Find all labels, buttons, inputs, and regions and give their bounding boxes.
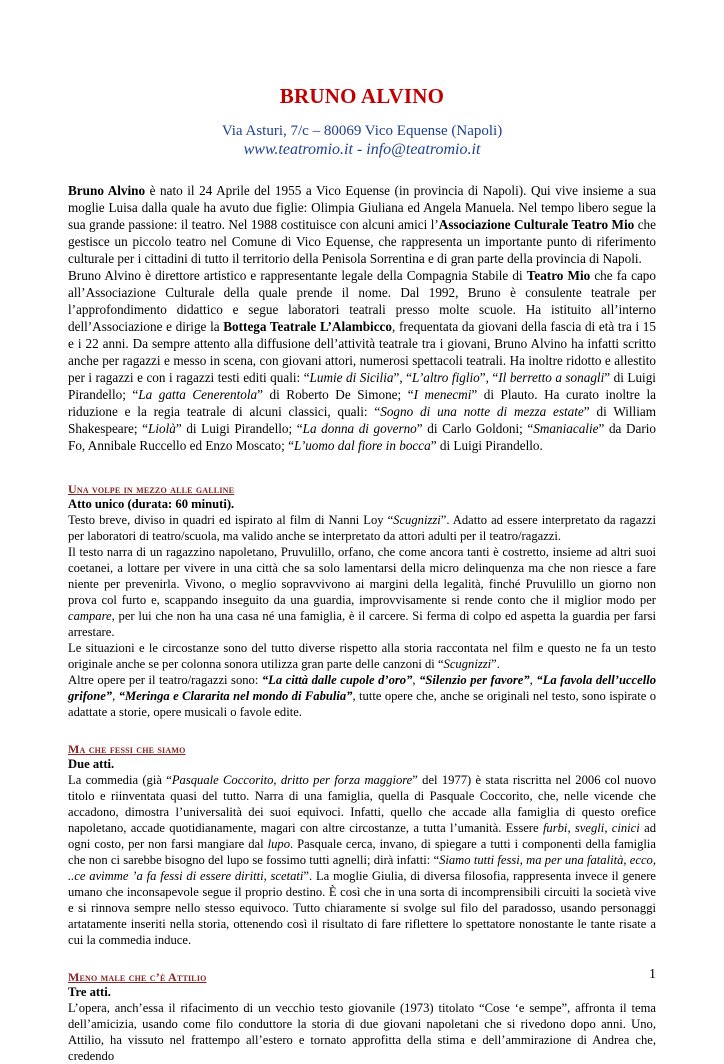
section-meno-male [68, 970, 656, 1064]
section-una-volpe [68, 482, 656, 720]
bio-paragraph-2: Bruno Alvino è direttore artistico e rappresentante legale della Compagnia Stabile di Teatro Mio che fa capo all’Associazione Culturale della quale prende il nome. Dal 1992, Bruno è consulente teatrale per l’approfondimento didattico e segue laboratori teatrali presso molte scuole. Ha istituito all’interno dell’Associazione e dirige la Bottega Teatrale L’Alambicco, frequentata da giovani della fascia di età tra i 15 e i 22 anni. Da sempre attento alla diffusione dell’attività teatrale tra i giovani, Bruno Alvino ha infatti scritto anche per ragazzi e messo in scena, con giovani attori, numerosi spettacoli teatrali. Ha inoltre ridotto e allestito per i ragazzi e con i ragazzi testi editi quali: “Lumie di Sicilia”, “L’altro figlio”, “Il berretto a sonagli” di Luigi Pirandello; “La gatta Cenerentola” di Roberto De Simone; “I menecmi” di Plauto. Ha curato inoltre la riduzione e la regia teatrale di alcuni classici, quali: “Sogno di una notte di mezza estate” di William Shakespeare; “Liolà” di Luigi Pirandello; “La donna di governo” di Carlo Goldoni; “Smaniacalie” da Dario Fo, Annibale Ruccello ed Enzo Moscato; “L’uomo dal fiore in bocca” di Luigi Pirandello. [68, 268, 657, 453]
section-ma-che-fessi [68, 742, 656, 948]
section-subtitle: Due atti. [68, 757, 115, 771]
section-paragraph: L’opera, anch’essa il rifacimento di un vecchio testo giovanile (1973) titolato “Cose ‘e sempe”, affronta il tema dell’amicizia, usando come filo conduttore la storia di due giovani napoletani che si rivedono dopo anni. Uno, Attilio, ha vissuto nel frattempo all’estero e tornato approfitta della stima e dell’ammirazione di Andrea che, credendo [68, 1001, 656, 1063]
biography [68, 182, 656, 454]
section-paragraph: Le situazioni e le circostanze sono del tutto diverse rispetto alla storia raccontata nel film e questo ne fa un testo originale anche se per colonna sonora utilizza gran parte delle canzoni di “Scugnizzi”. [68, 641, 656, 671]
page-title: BRUNO ALVINO [279, 84, 445, 108]
section-heading: Una volpe in mezzo alle galline [68, 482, 235, 496]
section-heading: Ma che fessi che siamo [68, 742, 186, 756]
address-line: Via Asturi, 7/c – 80069 Vico Equense (Napoli) [221, 123, 503, 139]
bio-paragraph-1: Bruno Alvino è nato il 24 Aprile del 1955 a Vico Equense (in provincia di Napoli). Qui vive insieme a sua moglie Luisa dalla quale ha avuto due figlie: Olimpia Giuliana ed Angela Manuela. Nel tempo libero segue la sua grande passione: il teatro. Nel 1988 costituisce con alcuni amici l’Associazione Culturale Teatro Mio che gestisce un piccolo teatro nel Comune di Vico Equense, che rappresenta un importante punto di riferimento culturale per i cittadini di tutto il territorio della Penisola Sorrentina e di gran parte della provincia di Napoli. [68, 183, 656, 266]
section-paragraph: Il testo narra di un ragazzino napoletano, Pruvulillo, orfano, che come ancora tanti è costretto, insieme ad altri suoi coetanei, a lottare per vivere in una città che sa solo lamentarsi della micro delinquenza ma che non riesce a fare niente per prevenirla. Vivono, o meglio sopravvivono ai margini della legalità, finché Pruvulillo un giorno non prova col furto e, scappando inseguito da una guardia, improvvisamente si rende conto che il miglior modo per campare, per lui che non ha una casa né una famiglia, è il carcere. Si ferma di colpo ed aspetta la guardia per farsi arrestare. [68, 545, 656, 639]
section-subtitle: Atto unico (durata: 60 minuti). [68, 497, 235, 511]
page-number: 1 [649, 967, 656, 982]
website-line: www.teatromio.it - info@teatromio.it [243, 141, 481, 158]
document-page [68, 84, 656, 1064]
section-paragraph: Testo breve, diviso in quadri ed ispirato al film di Nanni Loy “Scugnizzi”. Adatto ad essere interpretato da ragazzi per laboratori di teatro/scuola, ma valido anche se interpretato da attori adulti per il teatro/ragazzi. [68, 513, 656, 543]
section-paragraph: La commedia (già “Pasquale Coccorito, dritto per forza maggiore” del 1977) è stata riscritta nel 2006 col nuovo titolo e riinventata quasi del tutto. Narra di una famiglia, quella di Pasquale Coccorito, che, nelle vicende che accadono, dimostra l’universalità dei suoi equivoci. Infatti, quello che accade alla famiglia di questo orefice napoletano, accade quotidianamente, magari con altre circostanze, a tutta l’umanità. Essere furbi, svegli, cinici ad ogni costo, per non farsi mangiare dal lupo. Pasquale cerca, invano, di spiegare a tutti i componenti della famiglia che non ci sarebbe bisogno del lupo se fossimo tutti agnelli; dirà infatti: “Siamo tutti fessi, ma per una fatalità, ecco, ..ce avimme ’a fa fessi di essere diritti, scetati”. La moglie Giulia, di diversa filosofia, rappresenta invece il genere umano che inconsapevole segue il proprio destino. È così che in una sorta di incomprensibili circuiti la società vive e si rinnova sempre nello stesso equivoco. Tutto chiaramente si svolge sul filo del paradosso, usando personaggi artatamente inseriti nella storia, ottenendo così il risultato di fare riflettere lo spettatore nonostante le tante risate a cui la commedia induce. [68, 773, 657, 947]
section-heading: Meno male che c’è Attilio [68, 970, 207, 984]
section-subtitle: Tre atti. [68, 985, 111, 999]
section-paragraph: Altre opere per il teatro/ragazzi sono: “La città dalle cupole d’oro”, “Silenzio per favore”, “La favola dell’uccello grifone”, “Meringa e Clararita nel mondo di Fabulia”, tutte opere che, anche se originali nel testo, sono ispirate o adattate a storie, opere musicali o favole edite. [68, 673, 657, 719]
